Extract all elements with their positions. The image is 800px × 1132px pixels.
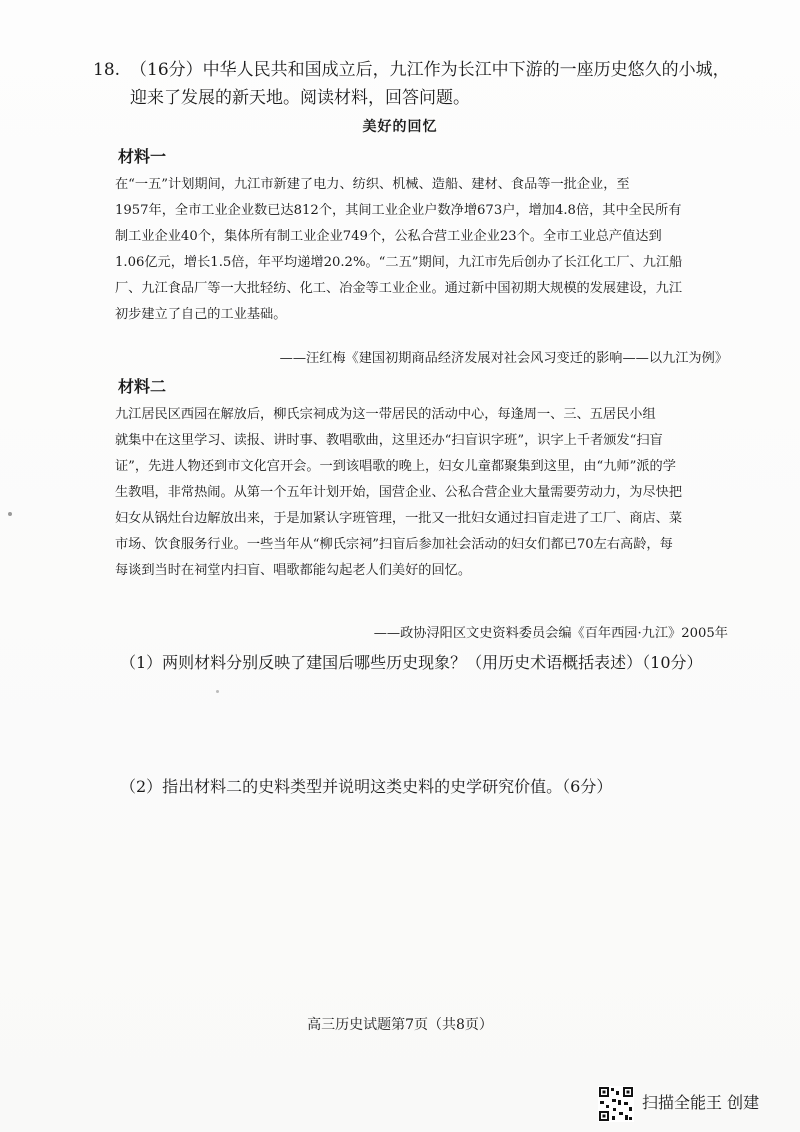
material2-line: 市场、饮食服务行业。一些当年从“柳氏宗祠”扫盲后参加社会活动的妇女们都已70左右高龄，每 [115,537,673,552]
material2-line: 生教唱，非常热闹。从第一个五年计划开始，国营企业、公私合营企业大量需要劳动力，为尽快把 [115,485,683,500]
material2-line: 妇女从锅灶台边解放出来，于是加紧认字班管理，一批又一批妇女通过扫盲走进了工厂、商店、菜 [115,511,683,526]
question-number: 18. [93,60,121,80]
scan-speck [8,512,12,516]
material2-line: 证”，先进人物还到市文化宫开会。一到该唱歌的晚上，妇女儿童都聚集到这里，由“九师”派的学 [115,459,676,474]
material2-line: 九江居民区西园在解放后，柳氏宗祠成为这一带居民的活动中心，每逢周一、三、五居民小组 [115,407,656,422]
material2-line: 每谈到当时在祠堂内扫盲、唱歌都能勾起老人们美好的回忆。 [115,563,472,578]
sub-question-1: （1）两则材料分别反映了建国后哪些历史现象？（用历史术语概括表述）（10分） [120,653,703,672]
question-intro-line1: （16分）中华人民共和国成立后，九江作为长江中下游的一座历史悠久的小城， [130,60,730,80]
material1-text [115,172,705,328]
material1-line: 初步建立了自己的工业基础。 [115,307,287,322]
material1-line: 1.06亿元，增长1.5倍，年平均递增20.2%。“二五”期间，九江市先后创办了长江化工厂、九江船 [115,255,683,270]
question-header [93,56,733,112]
material1-line: 厂、九江食品厂等一大批轻纺、化工、冶金等工业企业。通过新中国初期大规模的发展建设，九江 [115,281,683,296]
material2-line: 就集中在这里学习、读报、讲时事、教唱歌曲，这里还办“扫盲识字班”，识字上千者颁发“扫盲 [115,433,663,448]
scan-speck [216,690,219,693]
scanner-watermark: 扫描全能王 创建 [642,1093,760,1112]
page-footer: 高三历史试题第7页（共8页） [307,1017,493,1033]
material2-text [115,402,705,584]
material1-line: 制工业企业40个，集体所有制工业企业749个，公私合营工业企业23个。全市工业总产值达到 [115,229,662,244]
section-title: 美好的回忆 [362,119,438,135]
material1-label: 材料一 [118,147,167,166]
question-intro-line2: 迎来了发展的新天地。阅读材料，回答问题。 [130,88,470,108]
material1-source: ——汪红梅《建国初期商品经济发展对社会风习变迁的影响——以九江为例》 [279,351,728,366]
qr-code-icon [598,1086,634,1122]
material1-line: 在“一五”计划期间，九江市新建了电力、纺织、机械、造船、建材、食品等一批企业，至 [115,177,630,192]
material1-line: 1957年，全市工业企业数已达812个，其间工业企业户数净增673户，增加4.8倍，其中全民所有 [115,203,682,218]
material2-label: 材料二 [118,377,167,396]
sub-question-2: （2）指出材料二的史料类型并说明这类史料的史学研究价值。（6分） [120,777,613,796]
material2-source: ——政协浔阳区文史资料委员会编《百年西园·九江》2005年 [373,626,728,641]
